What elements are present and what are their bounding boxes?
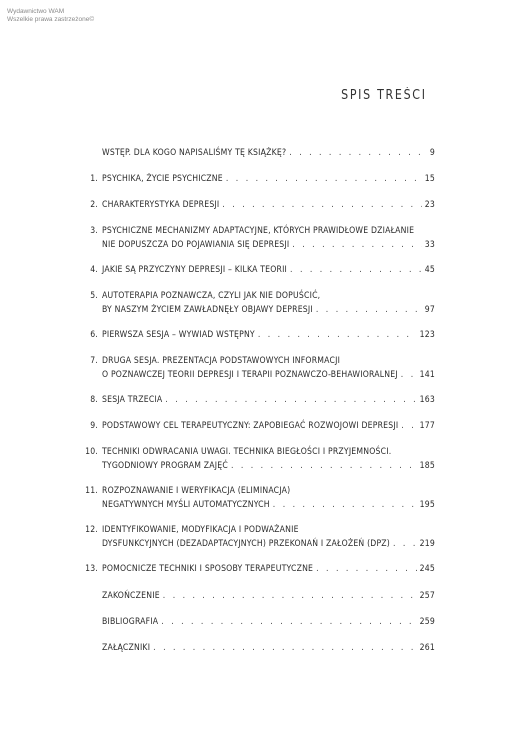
toc-entry [84, 615, 435, 629]
toc-entry [84, 419, 435, 433]
chapter-number: 5. [90, 291, 98, 301]
dot-leader [393, 537, 417, 551]
chapter-number: 12. [85, 525, 98, 535]
watermark-publisher: Wydawnictwo WAM [7, 8, 65, 15]
page-number: 9 [429, 148, 435, 158]
chapter-title: O POZNAWCZEJ TEORII DEPRESJI I TERAPII POZNAWCZO-BEHAWIORALNEJ [102, 370, 398, 380]
toc-entry [84, 589, 435, 603]
toc-line [84, 198, 435, 212]
toc-line [84, 498, 435, 512]
chapter-number: 10. [85, 447, 98, 457]
chapter-number: 8. [90, 395, 98, 405]
chapter-title: PIERWSZA SESJA – WYWIAD WSTĘPNY [102, 330, 255, 340]
toc-line [84, 238, 435, 252]
dot-leader [289, 146, 422, 160]
toc-entry [84, 172, 435, 186]
dot-leader [231, 459, 417, 473]
toc-line [84, 459, 435, 473]
dot-leader [401, 368, 417, 382]
watermark [7, 8, 94, 24]
chapter-title: DYSFUNKCYJNYCH (DEZADAPTACYJNYCH) PRZEKONAŃ I ZAŁOŻEŃ (DPZ) [102, 539, 391, 549]
toc-line [84, 172, 435, 186]
toc-line [84, 393, 435, 407]
toc-line [84, 328, 435, 342]
toc-entry [84, 562, 435, 576]
chapter-title: SESJA TRZECIA [102, 395, 163, 405]
toc-entry [84, 263, 435, 277]
toc-line [84, 562, 435, 576]
toc-entry [84, 224, 435, 252]
toc-line [84, 368, 435, 382]
toc-entry [84, 484, 435, 512]
toc-line [84, 589, 435, 603]
page-number: 219 [419, 539, 435, 549]
toc-line [84, 419, 435, 433]
chapter-title: BY NASZYM ŻYCIEM ZAWŁADNĘŁY OBJAWY DEPRESJI [102, 305, 313, 315]
page-number: 123 [419, 330, 435, 340]
page-number: 245 [419, 564, 435, 574]
page-number: 185 [419, 461, 435, 471]
watermark-rights: Wszelkie prawa zastrzeżone© [7, 16, 95, 23]
chapter-title: NEGATYWNYCH MYŚLI AUTOMATYCZNYCH [102, 500, 270, 510]
chapter-title: POMOCNICZE TECHNIKI I SPOSOBY TERAPEUTYCZNE [102, 564, 314, 574]
page-number: 177 [419, 421, 435, 431]
toc-line [84, 146, 435, 160]
toc-entry [84, 289, 435, 317]
chapter-title: CHARAKTERYSTYKA DEPRESJI [102, 200, 220, 210]
toc-entry [84, 393, 435, 407]
chapter-title: ROZPOZNAWANIE I WERYFIKACJA (ELIMINACJA) [102, 486, 291, 496]
page-title: SPIS TREŚCI [341, 88, 427, 103]
chapter-number: 9. [90, 421, 98, 431]
page-number: 259 [419, 617, 435, 627]
chapter-title: PODSTAWOWY CEL TERAPEUTYCZNY: ZAPOBIEGAĆ ROZWOJOWI DEPRESJI [102, 421, 399, 431]
chapter-title: ZAŁĄCZNIKI [102, 643, 151, 653]
dot-leader [258, 328, 417, 342]
chapter-title: PSYCHICZNE MECHANIZMY ADAPTACYJNE, KTÓRYCH PRAWIDŁOWE DZIAŁANIE [102, 226, 415, 236]
dot-leader [316, 303, 422, 317]
dot-leader [161, 615, 416, 629]
page-number: 33 [424, 240, 435, 250]
toc-entry [84, 445, 435, 473]
chapter-title: AUTOTERAPIA POZNAWCZA, CZYLI JAK NIE DOPUŚCIĆ, [102, 291, 321, 301]
dot-leader [292, 238, 421, 252]
chapter-title: TECHNIKI ODWRACANIA UWAGI. TECHNIKA BIEGŁOŚCI I PRZYJEMNOŚCI. [102, 447, 392, 457]
toc-line [84, 523, 435, 537]
chapter-number: 1. [90, 174, 98, 184]
chapter-title: IDENTYFIKOWANIE, MODYFIKACJA I PODWAŻANIE [102, 525, 299, 535]
toc-line [84, 224, 435, 238]
page-number: 195 [419, 500, 435, 510]
toc-line [84, 484, 435, 498]
chapter-title: BIBLIOGRAFIA [102, 617, 159, 627]
chapter-title: DRUGA SESJA. PREZENTACJA PODSTAWOWYCH INFORMACJI [102, 356, 341, 366]
toc-line [84, 641, 435, 655]
page-number: 163 [419, 395, 435, 405]
toc-line [84, 445, 435, 459]
chapter-title: TYGODNIOWY PROGRAM ZAJĘĆ [102, 461, 228, 471]
chapter-title: PSYCHIKA, ŻYCIE PSYCHICZNE [102, 174, 223, 184]
dot-leader [222, 198, 421, 212]
chapter-title: WSTĘP. DLA KOGO NAPISALIŚMY TĘ KSIĄŻKĘ? [102, 148, 287, 158]
toc-entry [84, 328, 435, 342]
toc-entry [84, 641, 435, 655]
page-number: 45 [424, 265, 435, 275]
dot-leader [165, 393, 416, 407]
dot-leader [226, 172, 422, 186]
table-of-contents [84, 0, 435, 750]
chapter-number: 2. [90, 200, 98, 210]
chapter-number: 3. [90, 226, 98, 236]
chapter-title: ZAKOŃCZENIE [102, 591, 160, 601]
dot-leader [153, 641, 416, 655]
toc-line [84, 615, 435, 629]
dot-leader [163, 589, 417, 603]
chapter-number: 11. [85, 486, 98, 496]
dot-leader [273, 498, 417, 512]
dot-leader [401, 419, 416, 433]
page-number: 23 [424, 200, 435, 210]
chapter-title: NIE DOPUSZCZA DO POJAWIANIA SIĘ DEPRESJI [102, 240, 290, 250]
toc-line [84, 263, 435, 277]
page-number: 97 [424, 305, 435, 315]
dot-leader [290, 263, 422, 277]
toc-entry [84, 146, 435, 160]
toc-line [84, 289, 435, 303]
chapter-title: JAKIE SĄ PRZYCZYNY DEPRESJI – KILKA TEORII [102, 265, 288, 275]
toc-line [84, 303, 435, 317]
chapter-number: 7. [90, 356, 98, 366]
page-number: 15 [424, 174, 435, 184]
page-number: 261 [419, 643, 435, 653]
dot-leader [316, 562, 417, 576]
toc-line [84, 354, 435, 368]
page-number: 141 [419, 370, 435, 380]
toc-entry [84, 354, 435, 382]
toc-line [84, 537, 435, 551]
toc-entry [84, 198, 435, 212]
chapter-number: 6. [90, 330, 98, 340]
page-number: 257 [419, 591, 435, 601]
chapter-number: 13. [85, 564, 98, 574]
toc-entry [84, 523, 435, 551]
chapter-number: 4. [90, 265, 98, 275]
